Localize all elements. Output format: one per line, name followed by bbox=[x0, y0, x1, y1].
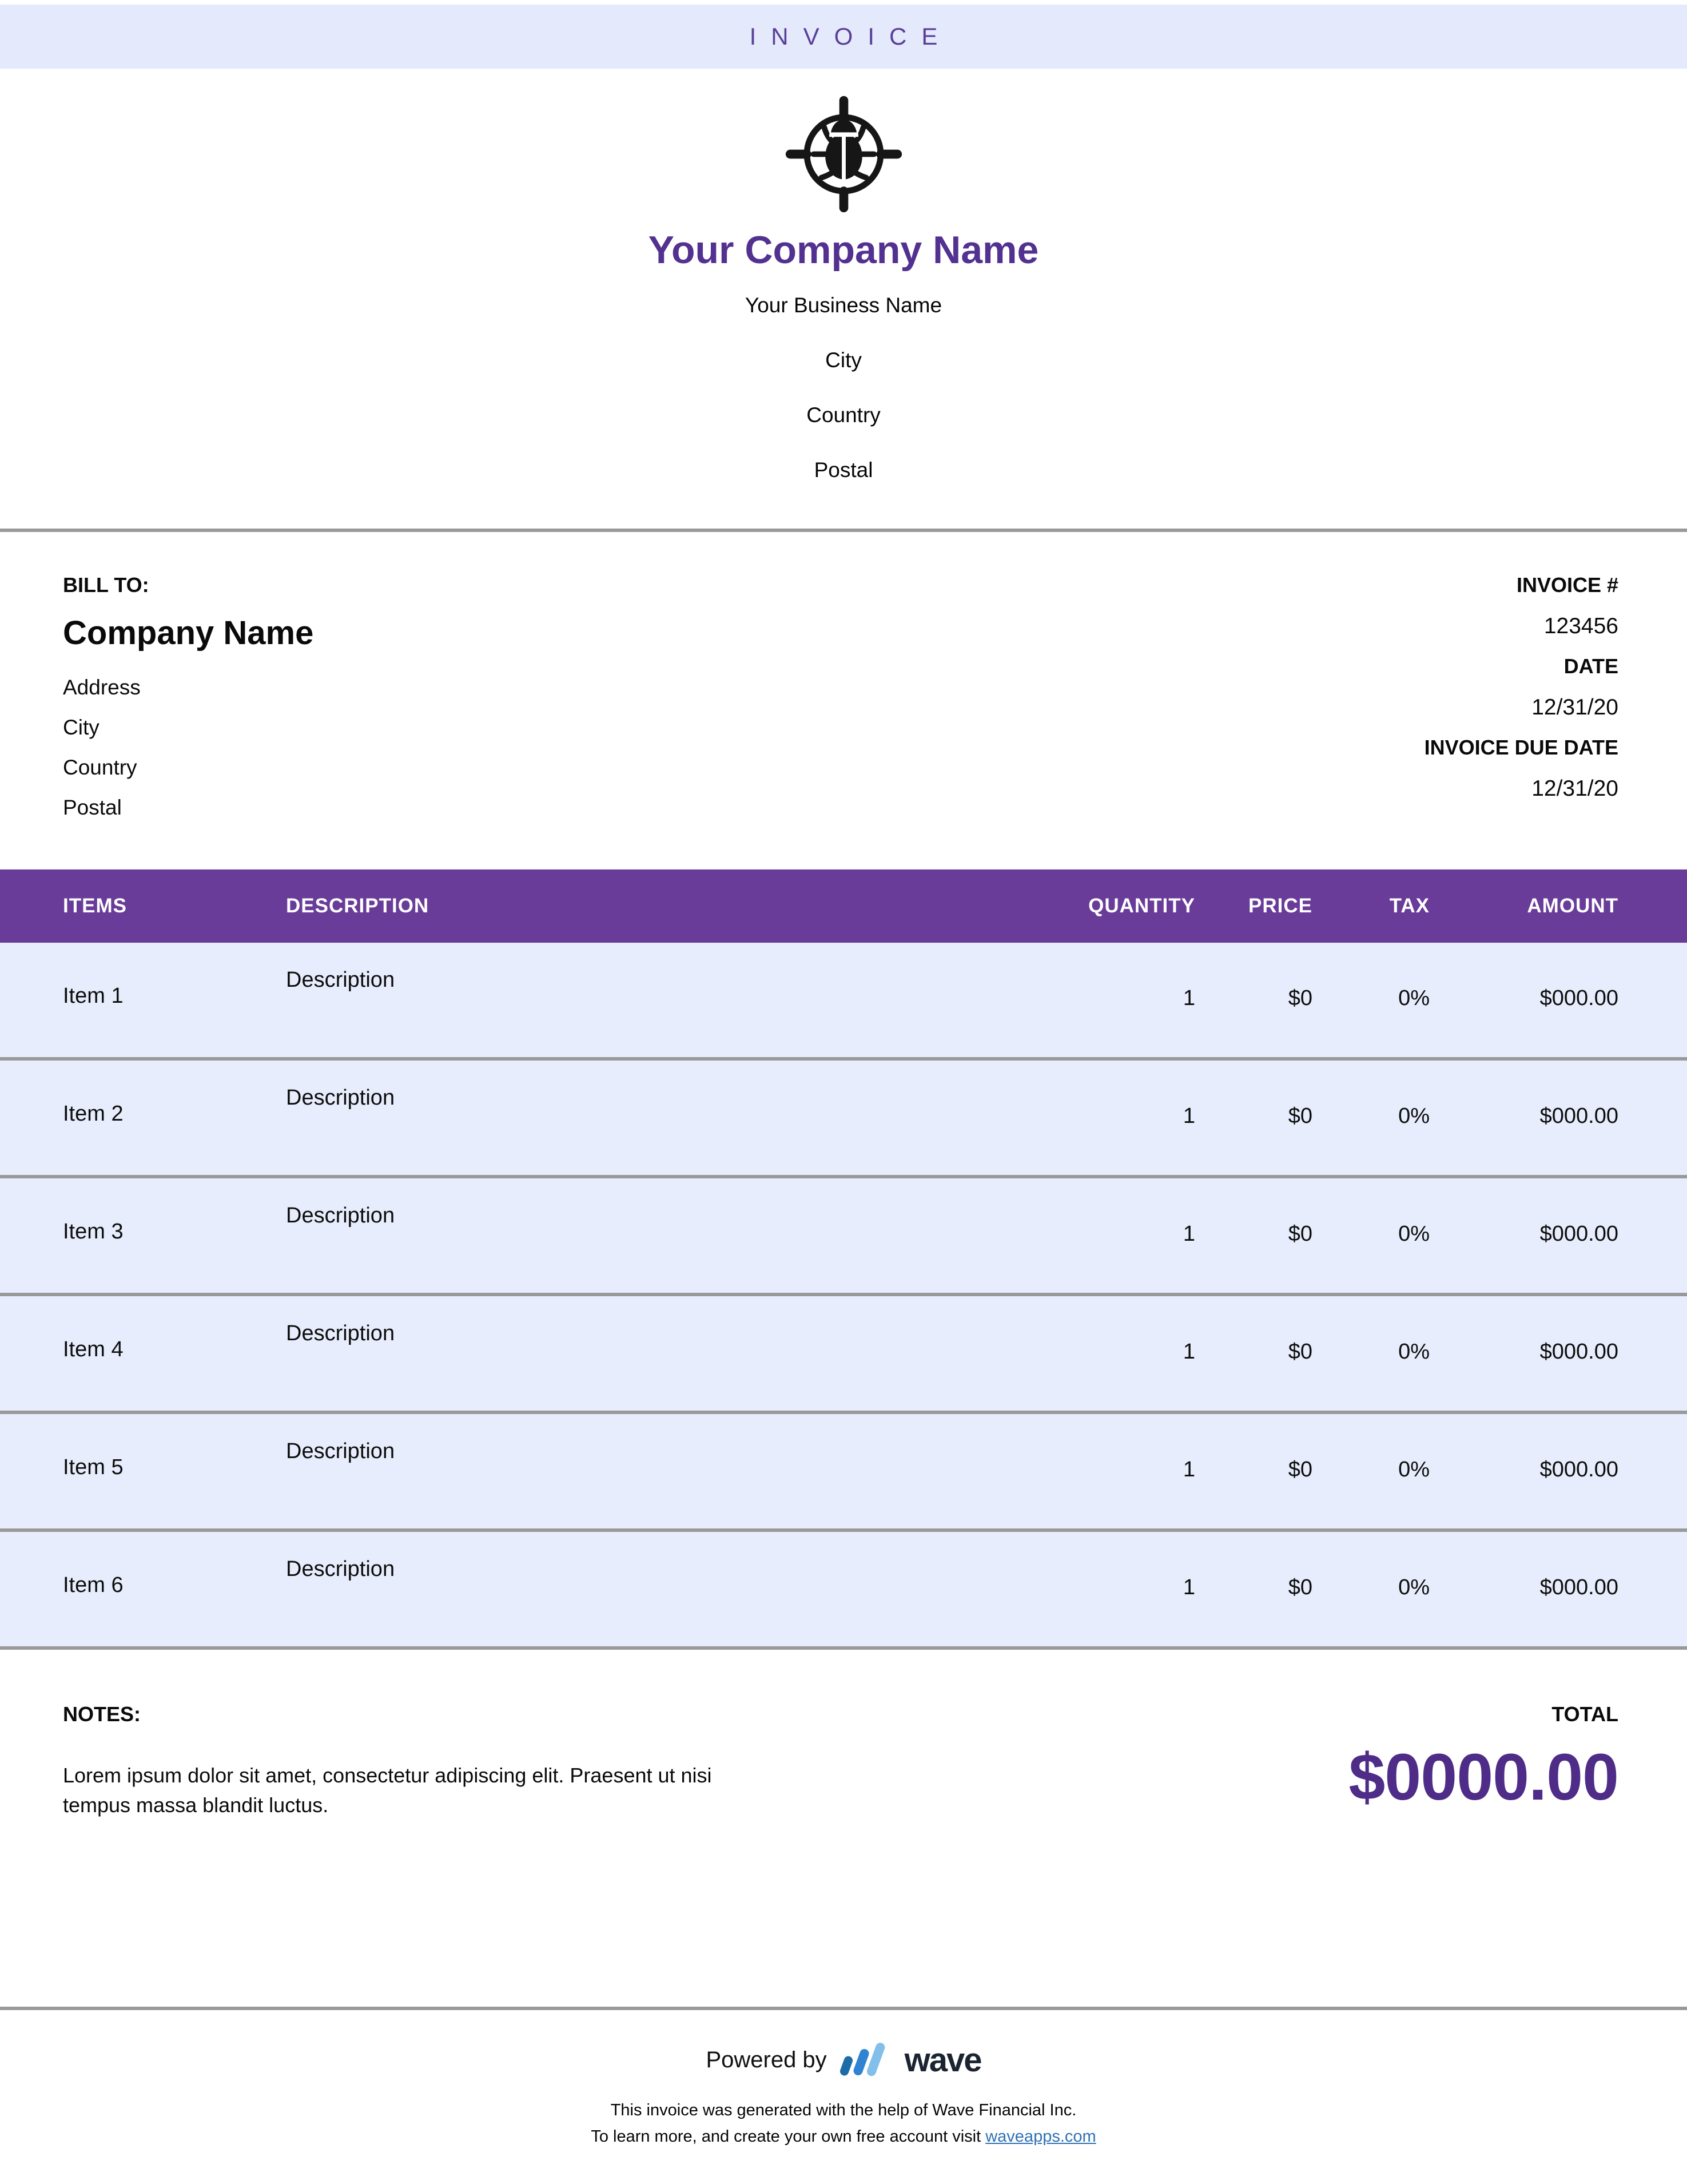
footer-divider bbox=[0, 2007, 1687, 2010]
bill-to-label: BILL TO: bbox=[63, 573, 149, 597]
footer-line2 bbox=[0, 2123, 1687, 2150]
item-tax: 0% bbox=[1398, 1458, 1430, 1482]
table-row bbox=[0, 1532, 1687, 1650]
item-description: Description bbox=[286, 1557, 395, 1581]
company-postal: Postal bbox=[814, 458, 873, 482]
footer-line1: This invoice was generated with the help of Wave Financial Inc. bbox=[610, 2101, 1077, 2119]
footer-fineprint bbox=[0, 2097, 1687, 2150]
bill-to-city: City bbox=[63, 716, 100, 739]
item-price: $0 bbox=[1288, 986, 1312, 1010]
item-price: $0 bbox=[1288, 1222, 1312, 1246]
total-amount: $0000.00 bbox=[1348, 1741, 1618, 1814]
item-amount: $000.00 bbox=[1539, 1104, 1618, 1128]
invoice-banner-title: INVOICE bbox=[749, 23, 953, 50]
invoice-date-label: DATE bbox=[1563, 654, 1618, 678]
company-city: City bbox=[825, 348, 862, 372]
item-description: Description bbox=[286, 1086, 395, 1110]
table-row bbox=[0, 1414, 1687, 1532]
item-amount: $000.00 bbox=[1539, 1222, 1618, 1246]
company-name: Your Company Name bbox=[648, 228, 1039, 272]
table-row bbox=[0, 943, 1687, 1061]
item-tax: 0% bbox=[1398, 1575, 1430, 1599]
item-price: $0 bbox=[1288, 1104, 1312, 1128]
invoice-number: 123456 bbox=[1543, 614, 1618, 638]
bill-to-country: Country bbox=[63, 756, 137, 779]
item-tax: 0% bbox=[1398, 1104, 1430, 1128]
notes-text: Lorem ipsum dolor sit amet, consectetur adipiscing elit. Praesent ut nisi tempus massa blandit luctus. bbox=[63, 1764, 712, 1817]
item-quantity: 1 bbox=[1183, 1222, 1195, 1246]
bill-to-company-name: Company Name bbox=[63, 614, 314, 652]
notes-label: NOTES: bbox=[63, 1702, 141, 1726]
table-row bbox=[0, 1061, 1687, 1178]
footer-line2-text: To learn more, and create your own free account visit bbox=[591, 2127, 986, 2146]
invoice-number-label: INVOICE # bbox=[1516, 573, 1618, 597]
item-description: Description bbox=[286, 1439, 395, 1463]
company-business-name: Your Business Name bbox=[745, 293, 942, 317]
item-amount: $000.00 bbox=[1539, 986, 1618, 1010]
column-header-amount: AMOUNT bbox=[1527, 895, 1618, 917]
item-name: Item 3 bbox=[63, 1220, 124, 1244]
total-label: TOTAL bbox=[1551, 1702, 1618, 1726]
item-tax: 0% bbox=[1398, 1222, 1430, 1246]
item-quantity: 1 bbox=[1183, 1575, 1195, 1599]
wave-logo-icon bbox=[838, 2038, 893, 2082]
item-name: Item 1 bbox=[63, 984, 124, 1008]
item-name: Item 4 bbox=[63, 1337, 124, 1361]
header-divider bbox=[0, 529, 1687, 532]
item-description: Description bbox=[286, 968, 395, 992]
waveapps-link[interactable]: waveapps.com bbox=[985, 2127, 1096, 2146]
item-price: $0 bbox=[1288, 1575, 1312, 1599]
item-tax: 0% bbox=[1398, 986, 1430, 1010]
item-amount: $000.00 bbox=[1539, 1340, 1618, 1364]
column-header-items: ITEMS bbox=[63, 895, 127, 917]
company-logo bbox=[0, 93, 1687, 219]
column-header-price: PRICE bbox=[1248, 895, 1312, 917]
column-header-description: DESCRIPTION bbox=[286, 895, 429, 917]
item-description: Description bbox=[286, 1204, 395, 1228]
column-header-quantity: QUANTITY bbox=[1088, 895, 1195, 917]
item-tax: 0% bbox=[1398, 1340, 1430, 1364]
wave-wordmark: wave bbox=[904, 2041, 981, 2079]
notes-block bbox=[63, 1702, 772, 1820]
table-row bbox=[0, 1296, 1687, 1414]
item-quantity: 1 bbox=[1183, 1104, 1195, 1128]
table-header-row bbox=[0, 869, 1687, 943]
items-table bbox=[0, 869, 1687, 1650]
item-quantity: 1 bbox=[1183, 986, 1195, 1010]
item-quantity: 1 bbox=[1183, 1340, 1195, 1364]
item-amount: $000.00 bbox=[1539, 1458, 1618, 1482]
item-name: Item 6 bbox=[63, 1573, 124, 1597]
page-footer bbox=[0, 2038, 1687, 2150]
powered-by-label: Powered by bbox=[706, 2047, 827, 2072]
bill-to-block bbox=[63, 573, 313, 820]
bug-crosshair-icon bbox=[782, 93, 905, 216]
bill-to-postal: Postal bbox=[63, 796, 122, 819]
item-price: $0 bbox=[1288, 1340, 1312, 1364]
item-quantity: 1 bbox=[1183, 1458, 1195, 1482]
item-amount: $000.00 bbox=[1539, 1575, 1618, 1599]
item-name: Item 5 bbox=[63, 1455, 124, 1479]
column-header-tax: TAX bbox=[1389, 895, 1430, 917]
billing-section bbox=[0, 573, 1687, 820]
invoice-due-date-label: INVOICE DUE DATE bbox=[1424, 736, 1618, 759]
bill-to-address: Address bbox=[63, 676, 141, 699]
summary-section bbox=[0, 1702, 1687, 1820]
powered-by-row bbox=[0, 2038, 1687, 2082]
company-header bbox=[0, 93, 1687, 483]
item-description: Description bbox=[286, 1321, 395, 1345]
table-row bbox=[0, 1178, 1687, 1296]
item-name: Item 2 bbox=[63, 1102, 124, 1126]
invoice-date: 12/31/20 bbox=[1531, 695, 1618, 720]
invoice-meta-block bbox=[1425, 573, 1618, 820]
invoice-banner bbox=[0, 5, 1687, 69]
company-country: Country bbox=[806, 403, 881, 427]
total-block bbox=[1348, 1702, 1618, 1820]
invoice-due-date: 12/31/20 bbox=[1531, 776, 1618, 801]
item-price: $0 bbox=[1288, 1458, 1312, 1482]
